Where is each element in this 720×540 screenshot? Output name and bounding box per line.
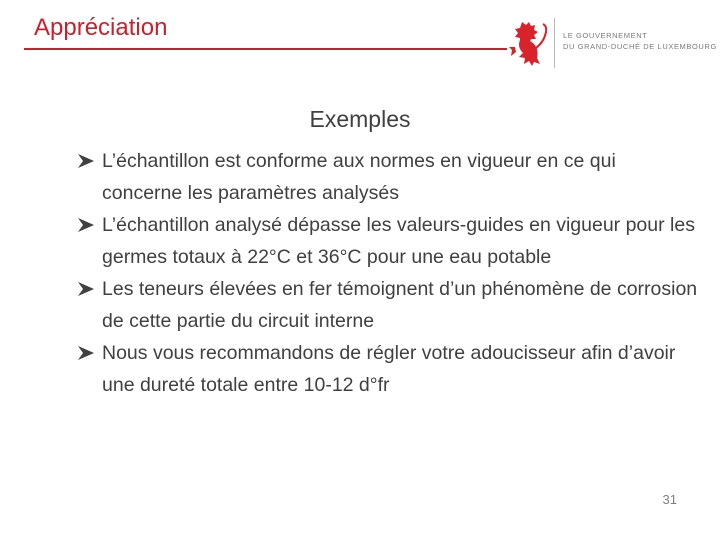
bullet-item: [78, 145, 698, 209]
bullet-item: [78, 209, 698, 273]
bullet-item: [78, 337, 698, 401]
bullet-text: Nous vous recommandons de régler votre adoucisseur afin d’avoir une dureté totale entre 10-12 d°fr: [102, 342, 676, 396]
logo-text: [563, 30, 717, 52]
arrow-bullet-icon: [78, 154, 94, 168]
title-underline: [24, 48, 507, 50]
bullet-text: Les teneurs élevées en fer témoignent d’un phénomène de corrosion de cette partie du circuit interne: [102, 278, 698, 332]
page-title: Appréciation: [34, 14, 168, 41]
red-lion-icon: [508, 18, 552, 68]
logo-line-1: LE GOUVERNEMENT: [563, 31, 648, 40]
arrow-bullet-icon: [78, 282, 94, 296]
section-subtitle: Exemples: [309, 106, 411, 132]
page-number: 31: [662, 492, 677, 507]
arrow-bullet-icon: [78, 218, 94, 232]
bullet-item: [78, 273, 698, 337]
bullet-text: L’échantillon analysé dépasse les valeurs-guides en vigueur pour les germes totaux à 22°C et 36°C pour une eau potable: [102, 214, 695, 268]
bullet-list: [78, 145, 698, 401]
logo-divider: [554, 18, 555, 68]
arrow-bullet-icon: [78, 346, 94, 360]
government-logo: [508, 16, 717, 72]
logo-line-2: DU GRAND-DUCHÉ DE LUXEMBOURG: [563, 42, 717, 51]
bullet-text: L’échantillon est conforme aux normes en vigueur en ce qui concerne les paramètres analysés: [102, 150, 616, 204]
